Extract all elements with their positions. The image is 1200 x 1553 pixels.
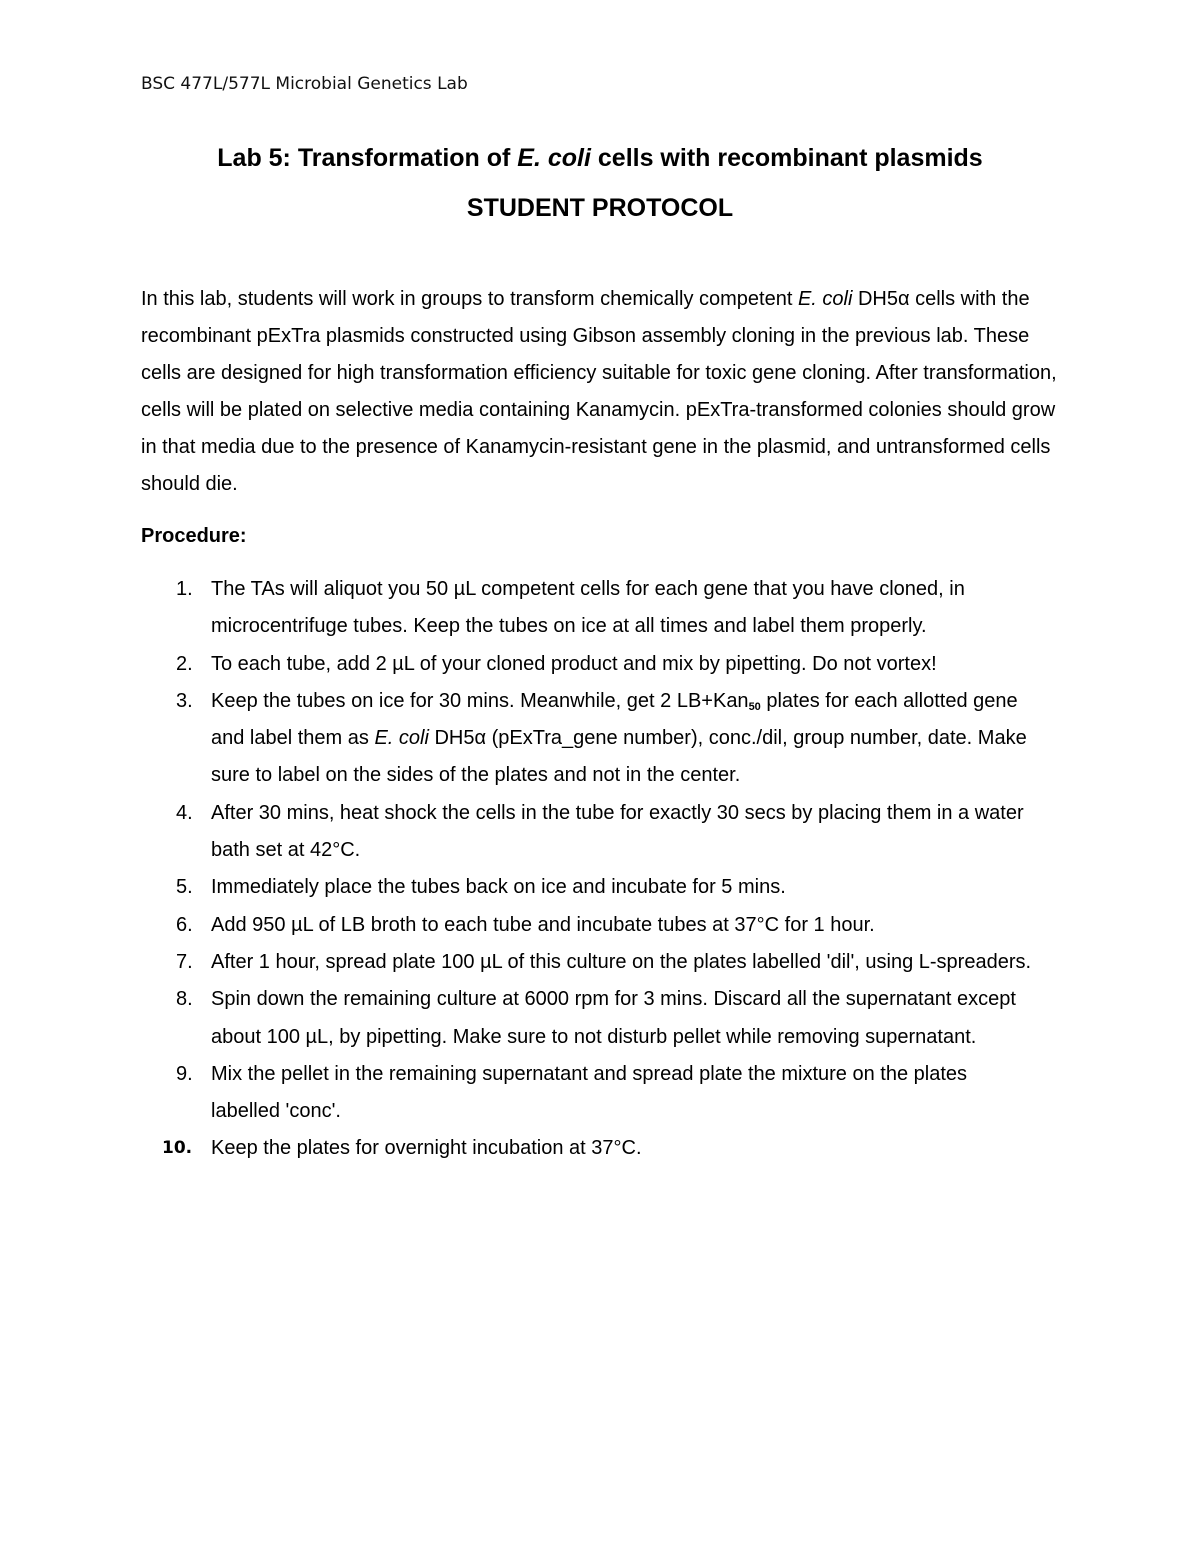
procedure-steps (0, 571, 1200, 1168)
intro-text-b: DH5α cells with the recombinant pExTra plasmids constructed using Gibson assembly cloning in the previous lab. These cells are designed for high transformation efficiency suitable for toxic gene cloning. After transformation, cells will be plated on selective media containing Kanamycin. pExTra-transformed colonies should grow in that media due to the presence of Kanamycin-resistant gene in the plasmid, and untransformed cells should die. (141, 288, 1057, 495)
course-header: BSC 477L/577L Microbial Genetics Lab (141, 74, 468, 94)
procedure-step-2 (0, 646, 1041, 683)
procedure-step-9 (0, 1056, 1041, 1131)
step-number: 5. (176, 876, 193, 899)
procedure-step-8 (0, 981, 1041, 1056)
step-number: 2. (176, 652, 193, 675)
step-number: 8. (176, 988, 193, 1011)
step-number: 9. (176, 1062, 193, 1085)
step-number: 1. (176, 578, 193, 600)
procedure-step-10 (0, 1130, 1041, 1167)
intro-paragraph (141, 281, 1061, 503)
procedure-step-7 (0, 944, 1041, 981)
step-text: Immediately place the tubes back on ice and incubate for 5 mins. (211, 876, 786, 899)
procedure-heading: Procedure: (141, 525, 247, 547)
procedure-step-6 (0, 907, 1041, 944)
procedure-step-5 (0, 869, 1041, 906)
step-text-b: plates for each allotted gene and label them as (211, 689, 1018, 750)
step-number: 6. (176, 913, 193, 936)
step-text: Keep the plates for overnight incubation at 37°C. (211, 1137, 642, 1160)
step-organism: E. coli (374, 727, 429, 750)
page-title (0, 140, 1200, 176)
step-text-c: DH5α (pExTra_gene number), conc./dil, group number, date. Make sure to label on the sides of the plates and not in the center. (211, 727, 1027, 787)
step-number: 4. (176, 801, 193, 824)
title-organism: E. coli (517, 144, 591, 172)
title-part-2: cells with recombinant plasmids (590, 144, 983, 172)
step-text: Spin down the remaining culture at 6000 rpm for 3 mins. Discard all the supernatant except about 100 µL, by pipetting. Make sure to not disturb pellet while removing supernatant. (211, 988, 1016, 1048)
step-text: Add 950 µL of LB broth to each tube and incubate tubes at 37°C for 1 hour. (211, 913, 875, 936)
procedure-step-4 (0, 795, 1041, 870)
page-subtitle: STUDENT PROTOCOL (466, 194, 734, 222)
procedure-step-3 (0, 683, 1041, 795)
step-text: To each tube, add 2 µL of your cloned product and mix by pipetting. Do not vortex! (211, 652, 937, 675)
step-subscript: 50 (748, 700, 761, 713)
step-number: 7. (176, 950, 193, 973)
step-text: After 30 mins, heat shock the cells in the tube for exactly 30 secs by placing them in a water bath set at 42°C. (211, 801, 1024, 862)
step-text: The TAs will aliquot you 50 µL competent cells for each gene that you have cloned, in microcentrifuge tubes. Keep the tubes on ice at all times and label them properly. (211, 578, 965, 638)
procedure-step-1 (0, 571, 1041, 646)
intro-organism: E. coli (797, 288, 853, 310)
title-part-1: Lab 5: Transformation of (217, 144, 518, 172)
step-number: 3. (176, 689, 193, 712)
step-text-a: Keep the tubes on ice for 30 mins. Meanwhile, get 2 LB+Kan (211, 689, 749, 712)
step-number: 10. (162, 1138, 193, 1159)
step-text: After 1 hour, spread plate 100 µL of this culture on the plates labelled 'dil', using L-spreaders. (211, 950, 1032, 973)
step-text: Mix the pellet in the remaining supernatant and spread plate the mixture on the plates labelled 'conc'. (211, 1062, 968, 1123)
intro-text-a: In this lab, students will work in groups to transform chemically competent (141, 288, 798, 310)
